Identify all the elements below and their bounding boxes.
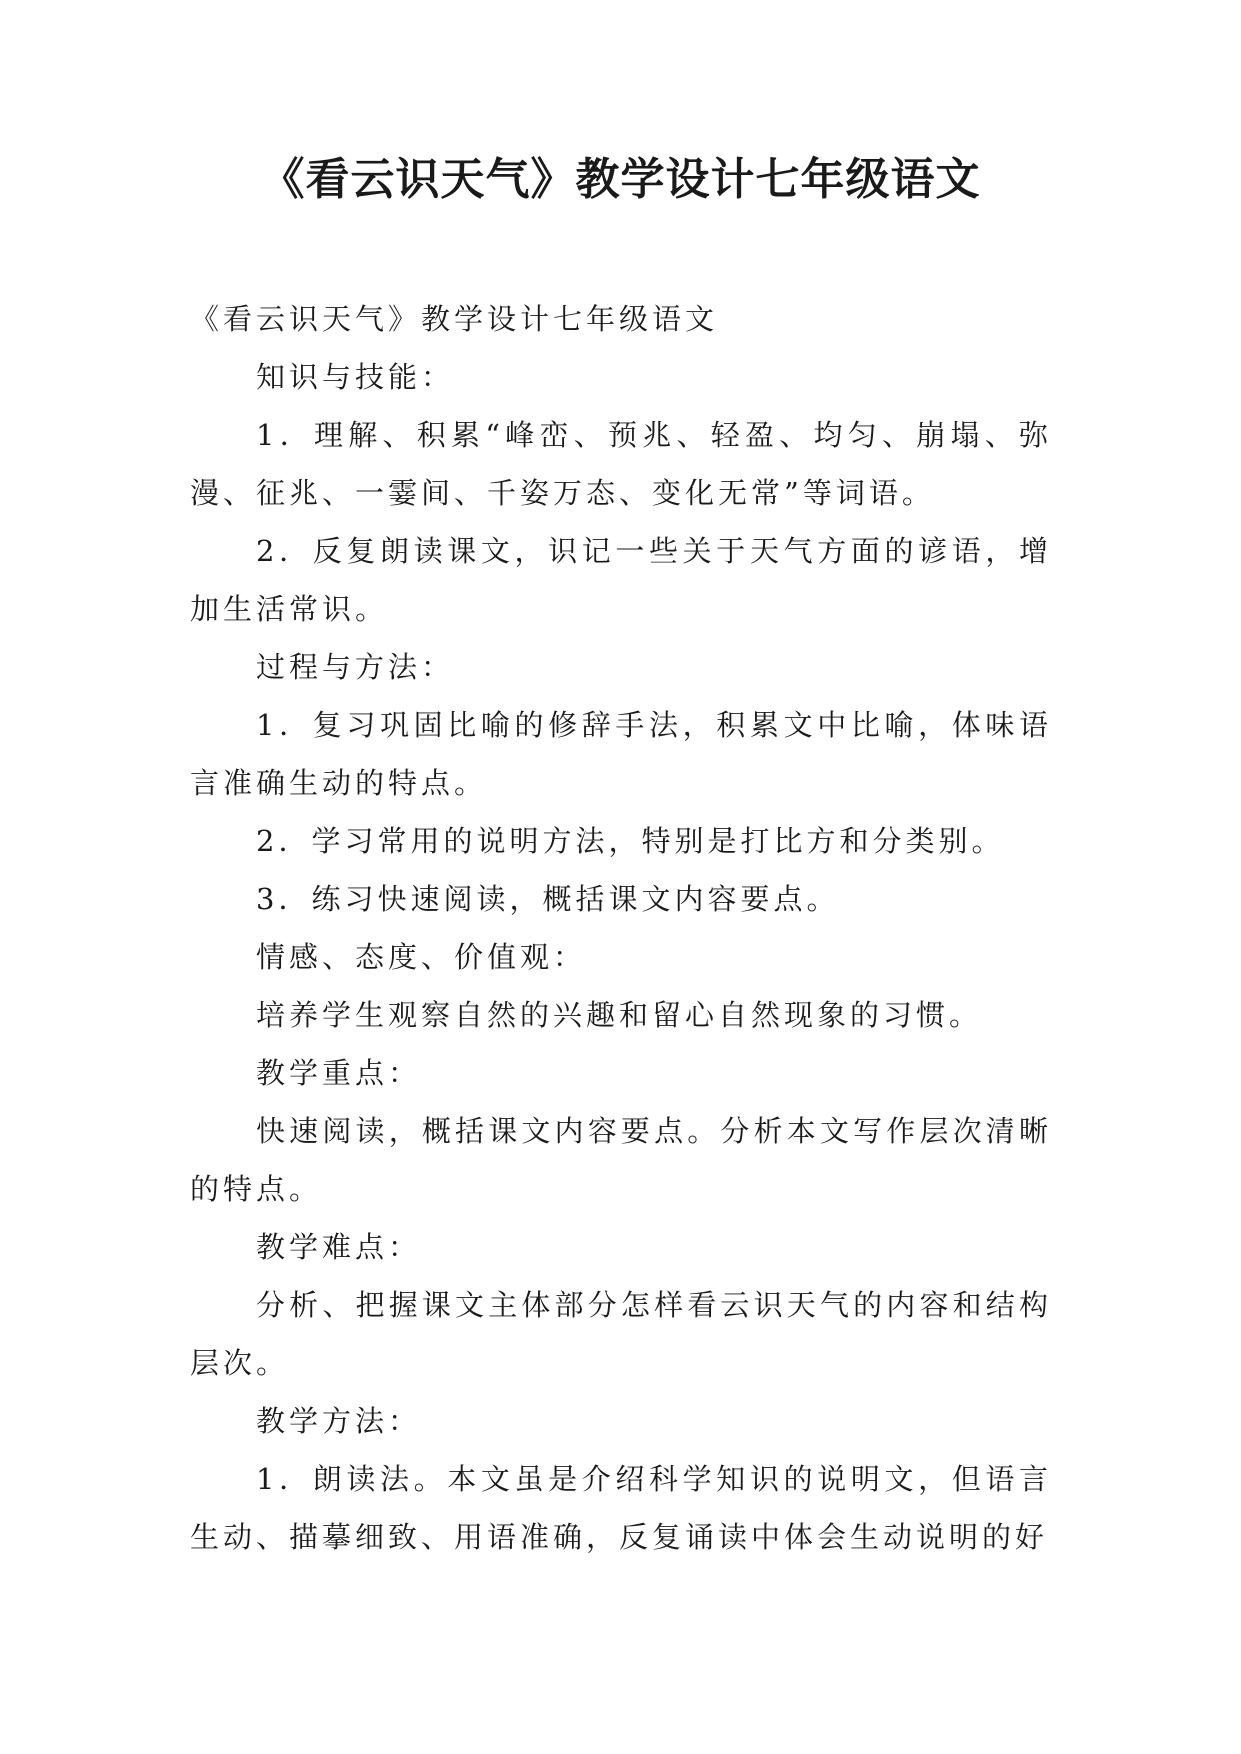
paragraph: 2．学习常用的说明方法，特别是打比方和分类别。 bbox=[256, 824, 1005, 858]
paragraph: 快速阅读，概括课文内容要点。分析本文写作层次清晰的特点。 bbox=[190, 1114, 1052, 1206]
section-heading-teaching-difficulty: 教学难点： bbox=[256, 1230, 422, 1264]
paragraph: 培养学生观察自然的兴趣和留心自然现象的习惯。 bbox=[256, 998, 983, 1032]
section-heading-teaching-methods: 教学方法： bbox=[256, 1404, 422, 1438]
document-title: 《看云识天气》教学设计七年级语文 bbox=[260, 154, 981, 205]
section-heading-knowledge-skills: 知识与技能： bbox=[256, 360, 455, 394]
paragraph: 《看云识天气》教学设计七年级语文 bbox=[190, 302, 719, 336]
document-body bbox=[190, 290, 1052, 1566]
paragraph: 2．反复朗读课文，识记一些关于天气方面的谚语，增加生活常识。 bbox=[190, 534, 1052, 626]
section-heading-teaching-focus: 教学重点： bbox=[256, 1056, 422, 1090]
paragraph: 3．练习快速阅读，概括课文内容要点。 bbox=[256, 882, 840, 916]
paragraph: 1．朗读法。本文虽是介绍科学知识的说明文，但语言生动、描摹细致、用语准确，反复诵读中体会生动说明的好 bbox=[190, 1462, 1052, 1554]
section-heading-process-methods: 过程与方法： bbox=[256, 650, 455, 684]
paragraph: 1．理解、积累“峰峦、预兆、轻盈、均匀、崩塌、弥漫、征兆、一霎间、千姿万态、变化无常”等词语。 bbox=[190, 418, 1052, 510]
paragraph: 1．复习巩固比喻的修辞手法，积累文中比喻，体味语言准确生动的特点。 bbox=[190, 708, 1052, 800]
paragraph: 分析、把握课文主体部分怎样看云识天气的内容和结构层次。 bbox=[190, 1288, 1052, 1380]
section-heading-emotion-values: 情感、态度、价值观： bbox=[256, 940, 587, 974]
